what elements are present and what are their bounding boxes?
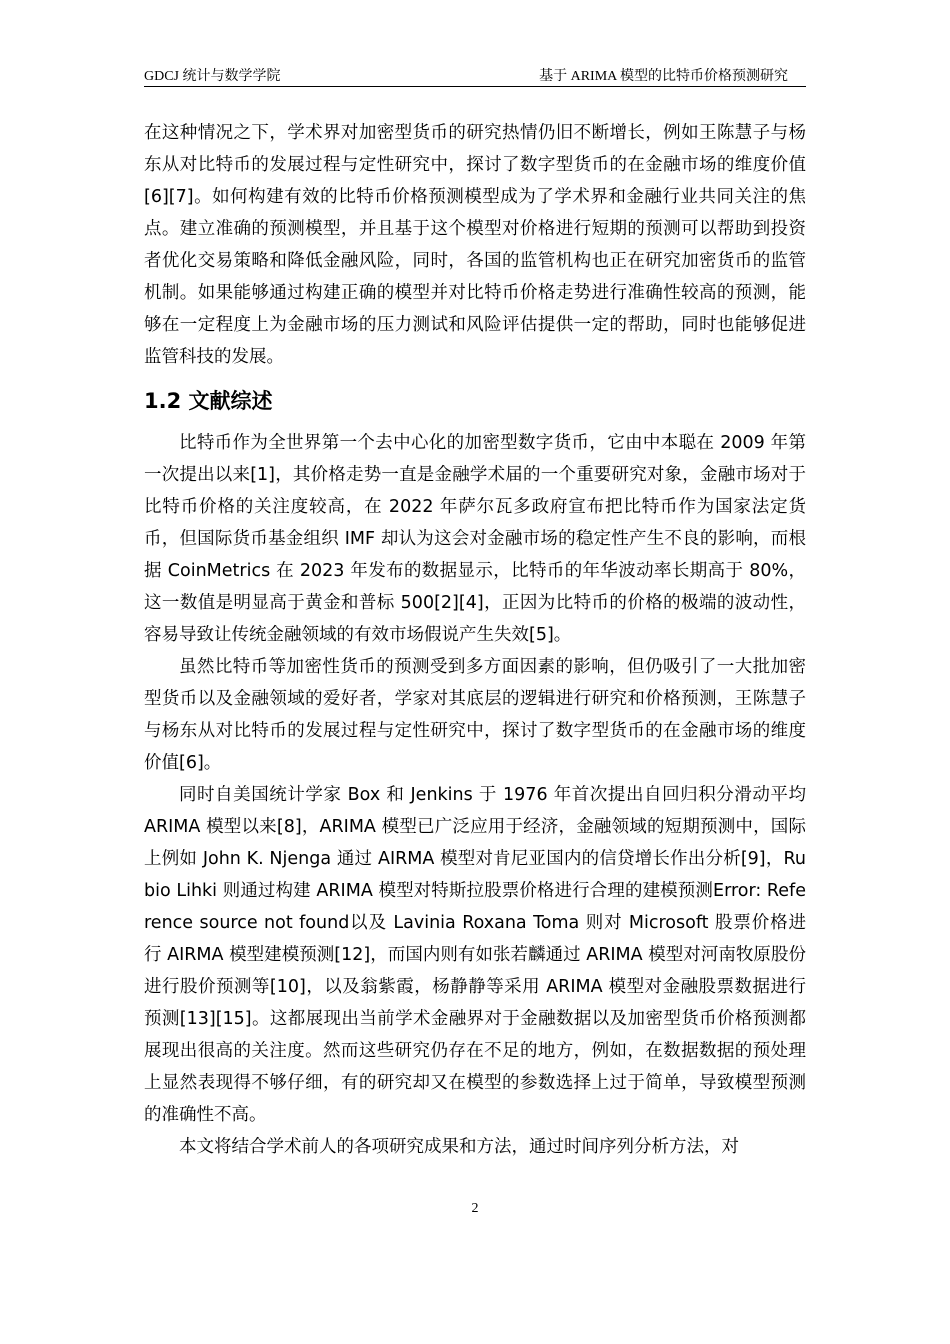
section-heading: 1.2 文献综述 bbox=[144, 389, 273, 413]
header-right-text: 基于 ARIMA 模型的比特币价格预测研究 bbox=[539, 69, 788, 84]
page-header bbox=[144, 67, 806, 87]
intro-paragraph: 在这种情况之下，学术界对加密型货币的研究热情仍旧不断增长，例如王陈慧子与杨东从对比特币的发展过程与定性研究中，探讨了数字型货币的在金融市场的维度价值[6][7]。如何构建有效的比特币价格预测模型成为了学术界和金融行业共同关注的焦点。建立准确的预测模型，并且基于这个模型对价格进行短期的预测可以帮助到投资者优化交易策略和降低金融风险，同时，各国的监管机构也正在研究加密货币的监管机制。如果能够通过构建正确的模型并对比特币价格走势进行准确性较高的预测，能够在一定程度上为金融市场的压力测试和风险评估提供一定的帮助，同时也能够促进监管科技的发展。 bbox=[144, 123, 806, 367]
body-paragraph: 虽然比特币等加密性货币的预测受到多方面因素的影响，但仍吸引了一大批加密型货币以及金融领域的爱好者，学家对其底层的逻辑进行研究和价格预测，王陈慧子与杨东从对比特币的发展过程与定性研究中，探讨了数字型货币的在金融市场的维度价值[6]。 bbox=[144, 657, 806, 773]
page-number: 2 bbox=[471, 1201, 479, 1216]
literature-review-block bbox=[144, 427, 806, 1163]
intro-block bbox=[144, 117, 806, 373]
body-paragraph: 同时自美国统计学家 Box 和 Jenkins 于 1976 年首次提出自回归积分滑动平均 ARIMA 模型以来[8]，ARIMA 模型已广泛应用于经济，金融领域的短期预测中，国际上例如 John K. Njenga 通过 AIRMA 模型对肯尼亚国内的信贷增长作出分析[9]，Rubio Lihki 则通过构建 ARIMA 模型对特斯拉股票价格进行合理的建模预测Error: Reference source not found以及 Lavinia Roxana Toma 则对 Microsoft 股票价格进行 AIRMA 模型建模预测[12]，而国内则有如张若麟通过 ARIMA 模型对河南牧原股份进行股价预测等[10]，以及翁紫霞，杨静静等采用 ARIMA 模型对金融股票数据进行预测[13][15]。这都展现出当前学术金融界对于金融数据以及加密型货币价格预测都展现出很高的关注度。然而这些研究仍存在不足的地方，例如，在数据数据的预处理上显然表现得不够仔细，有的研究却又在模型的参数选择上过于简单，导致模型预测的准确性不高。 bbox=[144, 785, 806, 1125]
header-divider bbox=[144, 86, 806, 87]
body-paragraph: 本文将结合学术前人的各项研究成果和方法，通过时间序列分析方法，对 bbox=[179, 1137, 739, 1157]
body-paragraph: 比特币作为全世界第一个去中心化的加密型数字货币，它由中本聪在 2009 年第一次提出以来[1]，其价格走势一直是金融学术届的一个重要研究对象，金融市场对于比特币价格的关注度较高，在 2022 年萨尔瓦多政府宣布把比特币作为国家法定货币，但国际货币基金组织 IMF 却认为这会对金融市场的稳定性产生不良的影响，而根据 CoinMetrics 在 2023 年发布的数据显示，比特币的年华波动率长期高于 80%，这一数值是明显高于黄金和普标 500[2][4]，正因为比特币的价格的极端的波动性，容易导致让传统金融领域的有效市场假说产生失效[5]。 bbox=[144, 433, 806, 645]
header-left-text: GDCJ 统计与数学学院 bbox=[144, 69, 281, 84]
